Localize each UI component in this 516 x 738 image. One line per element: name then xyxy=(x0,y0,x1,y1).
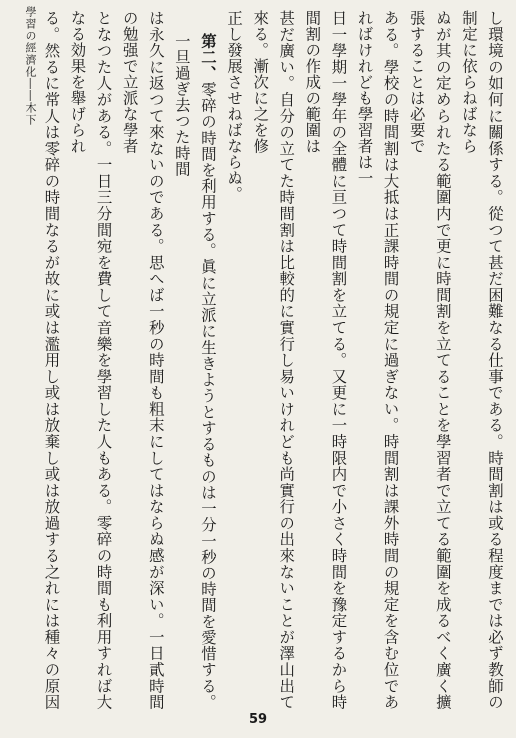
text-column: し環境の如何に關係する。從つて甚だ困難なる仕事である。時間割は或る程度までは必ず教師の制定に依らねばなら xyxy=(459,10,504,710)
body-text xyxy=(38,10,508,710)
section-text: 零碎の時間を利用する。眞に立派に生きようとするものは一分一秒の時間を愛惜する。一旦過ぎ去つた時間 xyxy=(172,33,217,710)
page-number: 59 xyxy=(248,712,268,727)
text-column xyxy=(169,10,221,710)
section-number: 第二、 xyxy=(198,33,217,82)
text-column: ぬが其の定められたる範圍内で更に時間割を立てることを學習者で立てる範圍を成るべく廣く擴張することは必要で xyxy=(407,10,452,710)
text-column: は永久に返つて來ないのである。思へば一秒の時間も粗末にしてはならぬ感が深い。一日貳時間の勉强で立派な學者 xyxy=(120,10,165,710)
text-column: となつた人がある。一日三分間宛を費して音樂を學習した人もある。零碎の時間も利用すれば大なる効果を舉げられ xyxy=(68,10,113,710)
text-column: 正し發展させねばならぬ。 xyxy=(225,10,244,202)
text-column: ある。學校の時間割は大抵は正課時間の規定に過ぎない。時間割は課外時間の規定を含む位であればけれども學習者は一 xyxy=(355,10,400,710)
text-column: 日一學期一學年の全體に亘つて時間割を立てる。又更に一時限内で小さく時間を豫定するから時間割の作成の範圍は xyxy=(303,10,348,710)
running-header: 學習の經濟化――木下 xyxy=(24,6,37,126)
text-column: る。然るに常人は零碎の時間なるが故に或は濫用し或は放棄し或は放過する之れには種々の原因 xyxy=(42,10,61,710)
text-column: 甚だ廣い。自分の立てた時間割は比較的に實行し易いけれども尚實行の出來ないことが澤山出て來る。漸次に之を修 xyxy=(251,10,296,710)
